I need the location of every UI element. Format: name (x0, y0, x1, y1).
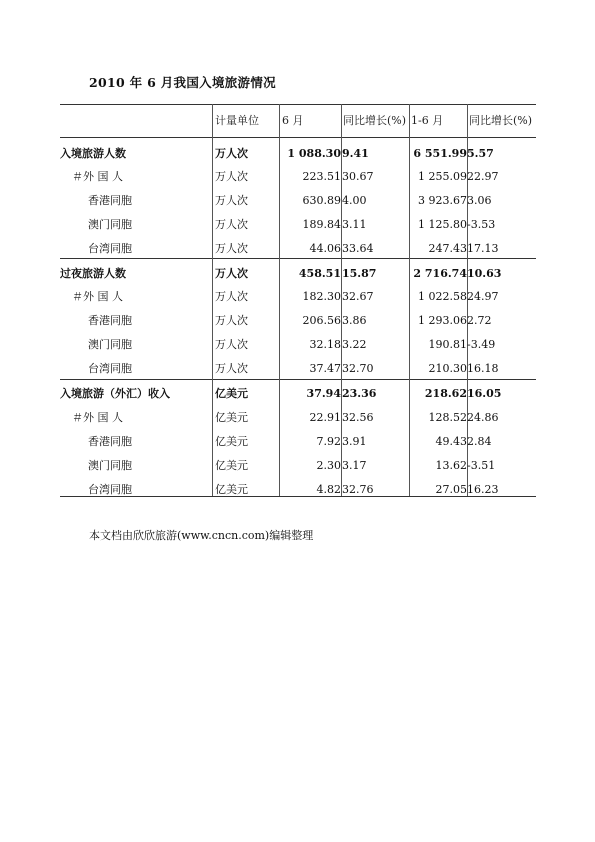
col-divider-1 (212, 104, 213, 496)
row-janjun-value: 3 923.67 (418, 194, 467, 207)
row-janjun-value: 1 125.80 (418, 218, 467, 231)
section-rule-2 (60, 379, 536, 380)
row-unit: 万人次 (215, 362, 248, 375)
header-rule (60, 137, 536, 138)
row-janjun-yoy: 22.97 (467, 170, 499, 183)
row-janjun-value: 218.62 (424, 387, 467, 400)
row-label: 澳门同胞 (88, 338, 132, 351)
row-unit: 亿美元 (215, 483, 248, 496)
row-janjun-value: 210.30 (428, 362, 467, 375)
row-unit: 万人次 (215, 170, 248, 183)
header-yoy-jan-jun: 同比增长(%) (469, 114, 533, 127)
section-rule-1 (60, 258, 536, 259)
row-janjun-value: 1 293.06 (418, 314, 467, 327)
row-unit: 万人次 (215, 147, 248, 160)
row-unit: 万人次 (215, 194, 248, 207)
header-jan-jun: 1-6 月 (411, 114, 444, 127)
row-june-yoy: 32.76 (342, 483, 374, 496)
row-label: ＃外 国 人 (72, 411, 123, 424)
row-june-yoy: 32.56 (342, 411, 374, 424)
row-june-value: 37.47 (309, 362, 341, 375)
row-june-value: 206.56 (302, 314, 341, 327)
row-janjun-value: 247.43 (428, 242, 467, 255)
row-unit: 万人次 (215, 314, 248, 327)
row-unit: 亿美元 (215, 387, 248, 400)
row-janjun-value: 190.81 (428, 338, 467, 351)
row-unit: 万人次 (215, 290, 248, 303)
row-janjun-yoy: 5.57 (467, 147, 494, 160)
row-unit: 万人次 (215, 218, 248, 231)
row-june-yoy: 33.64 (342, 242, 374, 255)
row-label: 香港同胞 (88, 314, 132, 327)
row-label: 台湾同胞 (88, 362, 132, 375)
row-june-yoy: 30.67 (342, 170, 374, 183)
row-janjun-value: 2 716.74 (413, 267, 467, 280)
row-june-yoy: 9.41 (342, 147, 369, 160)
header-yoy-june: 同比增长(%) (343, 114, 407, 127)
row-label: ＃外 国 人 (72, 290, 123, 303)
row-janjun-value: 1 255.09 (418, 170, 467, 183)
row-unit: 亿美元 (215, 459, 248, 472)
row-june-value: 182.30 (302, 290, 341, 303)
row-june-value: 223.51 (302, 170, 341, 183)
row-june-value: 37.94 (306, 387, 341, 400)
row-unit: 万人次 (215, 242, 248, 255)
row-june-yoy: 3.22 (342, 338, 367, 351)
row-label: 台湾同胞 (88, 483, 132, 496)
row-june-yoy: 3.11 (342, 218, 367, 231)
row-june-value: 2.30 (316, 459, 341, 472)
row-june-value: 630.89 (302, 194, 341, 207)
footer-note: 本文档由欣欣旅游(www.cncn.com)编辑整理 (89, 529, 314, 542)
row-unit: 亿美元 (215, 411, 248, 424)
row-label: 台湾同胞 (88, 242, 132, 255)
row-june-value: 1 088.30 (287, 147, 341, 160)
row-label: 澳门同胞 (88, 218, 132, 231)
page-title: 2010 年 6 月我国入境旅游情况 (89, 75, 276, 90)
row-june-yoy: 3.17 (342, 459, 367, 472)
header-unit: 计量单位 (215, 114, 259, 127)
row-janjun-yoy: 16.23 (467, 483, 499, 496)
row-label: 香港同胞 (88, 435, 132, 448)
row-june-yoy: 3.86 (342, 314, 367, 327)
row-janjun-value: 13.62 (435, 459, 467, 472)
row-label: 入境旅游人数 (60, 147, 126, 160)
row-june-value: 22.91 (309, 411, 341, 424)
row-june-yoy: 23.36 (342, 387, 377, 400)
row-janjun-value: 6 551.99 (413, 147, 467, 160)
row-june-yoy: 4.00 (342, 194, 367, 207)
row-janjun-yoy: -3.49 (467, 338, 496, 351)
row-janjun-value: 128.52 (428, 411, 467, 424)
row-june-value: 7.92 (316, 435, 341, 448)
row-janjun-value: 27.05 (435, 483, 467, 496)
row-june-value: 458.51 (298, 267, 341, 280)
row-janjun-yoy: 24.86 (467, 411, 499, 424)
row-label: 澳门同胞 (88, 459, 132, 472)
row-label: 入境旅游（外汇）收入 (60, 387, 170, 400)
row-janjun-value: 49.43 (435, 435, 467, 448)
row-june-yoy: 3.91 (342, 435, 367, 448)
row-janjun-value: 1 022.58 (418, 290, 467, 303)
row-unit: 万人次 (215, 338, 248, 351)
row-label: ＃外 国 人 (72, 170, 123, 183)
row-june-yoy: 32.70 (342, 362, 374, 375)
row-label: 香港同胞 (88, 194, 132, 207)
row-june-value: 32.18 (309, 338, 341, 351)
row-unit: 亿美元 (215, 435, 248, 448)
row-janjun-yoy: 2.72 (467, 314, 492, 327)
row-june-value: 44.06 (309, 242, 341, 255)
row-janjun-yoy: 10.63 (467, 267, 502, 280)
row-june-value: 4.82 (316, 483, 341, 496)
row-janjun-yoy: 17.13 (467, 242, 499, 255)
row-unit: 万人次 (215, 267, 248, 280)
row-janjun-yoy: -3.51 (467, 459, 496, 472)
row-janjun-yoy: 16.05 (467, 387, 502, 400)
row-janjun-yoy: 2.84 (467, 435, 492, 448)
row-janjun-yoy: 24.97 (467, 290, 499, 303)
row-janjun-yoy: 3.06 (467, 194, 492, 207)
row-june-yoy: 15.87 (342, 267, 377, 280)
row-janjun-yoy: 16.18 (467, 362, 499, 375)
row-janjun-yoy: -3.53 (467, 218, 496, 231)
row-june-yoy: 32.67 (342, 290, 374, 303)
table-top-rule (60, 104, 536, 105)
header-june: 6 月 (282, 114, 304, 127)
row-june-value: 189.84 (302, 218, 341, 231)
row-label: 过夜旅游人数 (60, 267, 126, 280)
